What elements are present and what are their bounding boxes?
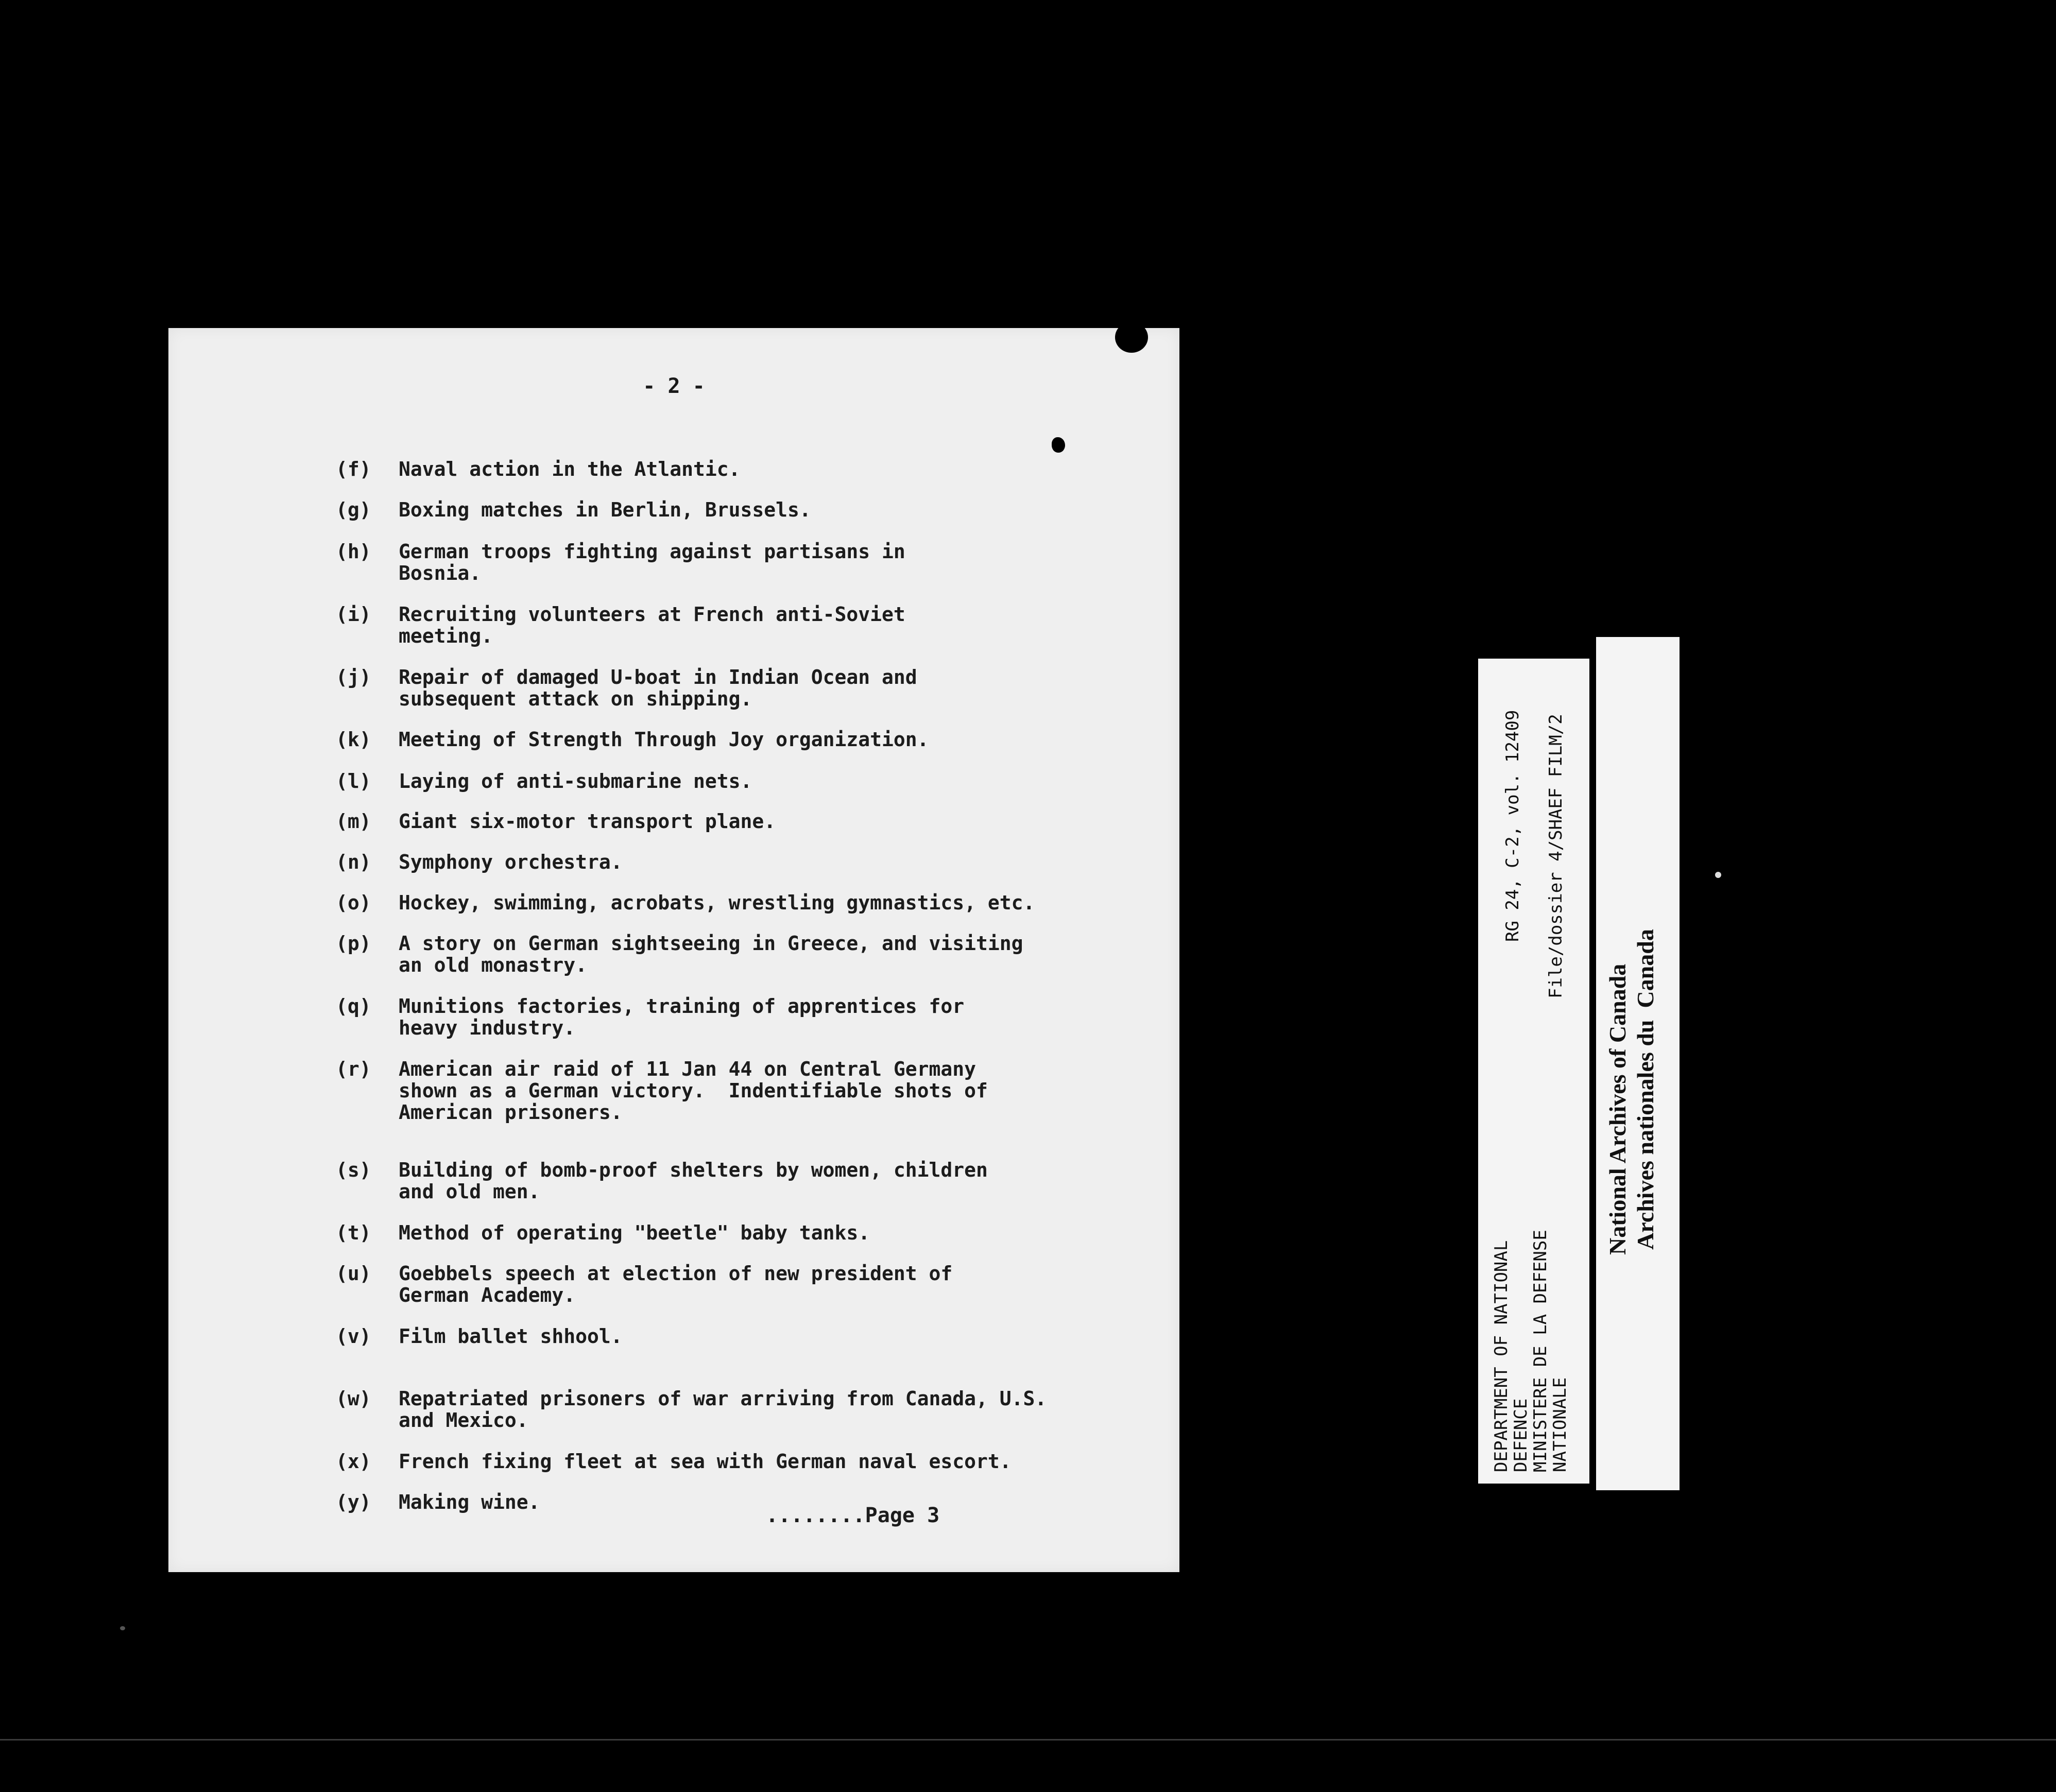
item-text: Symphony orchestra.	[399, 851, 623, 873]
item-letter: (f)	[336, 458, 371, 480]
record-group-reference: RG 24, C-2, vol. 12409	[1502, 710, 1523, 942]
item-text: Giant six-motor transport plane.	[399, 810, 776, 833]
file-reference: File/dossier 4/SHAEF FILM/2	[1546, 714, 1566, 998]
item-text: Goebbels speech at election of new president of German Academy.	[399, 1262, 953, 1306]
item-letter: (i)	[336, 603, 371, 626]
item-list	[168, 328, 1179, 1572]
punch-hole	[1115, 322, 1148, 353]
department-text: DEPARTMENT OF NATIONAL DEFENCE MINISTERE DE LA DEFENSE NATIONALE	[1491, 1230, 1570, 1472]
item-letter: (v)	[336, 1325, 371, 1348]
item-text: Repair of damaged U-boat in Indian Ocean and subsequent attack on shipping.	[399, 666, 917, 710]
item-letter: (j)	[336, 666, 371, 688]
item-text: Meeting of Strength Through Joy organization.	[399, 728, 929, 751]
item-letter: (p)	[336, 932, 371, 955]
item-letter: (k)	[336, 728, 371, 751]
item-text: Boxing matches in Berlin, Brussels.	[399, 498, 811, 521]
item-letter: (s)	[336, 1159, 371, 1181]
archive-name-label	[1596, 637, 1680, 1490]
item-text: Recruiting volunteers at French anti-Soviet meeting.	[399, 603, 905, 647]
item-text: A story on German sightseeing in Greece, and visiting an old monastry.	[399, 932, 1023, 976]
item-text: Munitions factories, training of apprentices for heavy industry.	[399, 995, 965, 1039]
item-text: American air raid of 11 Jan 44 on Central Germany shown as a German victory. Indentifiable shots of American prisoners.	[399, 1058, 988, 1124]
item-letter: (r)	[336, 1058, 371, 1080]
item-letter: (q)	[336, 995, 371, 1018]
item-letter: (g)	[336, 498, 371, 521]
item-text: Making wine.	[399, 1491, 540, 1513]
item-text: French fixing fleet at sea with German naval escort.	[399, 1450, 1012, 1473]
item-text: Repatriated prisoners of war arriving from Canada, U.S. and Mexico.	[399, 1387, 1047, 1432]
item-text: Film ballet shhool.	[399, 1325, 623, 1348]
item-text: Building of bomb-proof shelters by women, children and old men.	[399, 1159, 988, 1203]
ink-speck	[1052, 437, 1065, 453]
archive-reference-label	[1478, 659, 1589, 1484]
archive-name-fr: Archives nationales du Canada	[1632, 929, 1658, 1250]
dust-speck	[1715, 872, 1721, 878]
item-text: Laying of anti-submarine nets.	[399, 770, 752, 792]
item-text: Naval action in the Atlantic.	[399, 458, 741, 480]
item-text: German troops fighting against partisans in Bosnia.	[399, 540, 905, 584]
film-frame-edge	[0, 1739, 2056, 1741]
item-letter: (m)	[336, 810, 371, 833]
item-letter: (x)	[336, 1450, 371, 1473]
continued-on-page: ........Page 3	[766, 1504, 940, 1527]
item-letter: (h)	[336, 540, 371, 563]
item-letter: (l)	[336, 770, 371, 792]
item-letter: (y)	[336, 1491, 371, 1513]
archive-name-en: National Archives of Canada	[1604, 963, 1631, 1255]
dust-speck	[120, 1626, 125, 1630]
item-text: Hockey, swimming, acrobats, wrestling gymnastics, etc.	[399, 891, 1035, 914]
document-page	[168, 328, 1179, 1572]
item-letter: (t)	[336, 1221, 371, 1244]
item-letter: (u)	[336, 1262, 371, 1285]
item-letter: (o)	[336, 891, 371, 914]
item-letter: (w)	[336, 1387, 371, 1410]
page-number: - 2 -	[643, 374, 705, 398]
item-text: Method of operating "beetle" baby tanks.	[399, 1221, 870, 1244]
item-letter: (n)	[336, 851, 371, 873]
